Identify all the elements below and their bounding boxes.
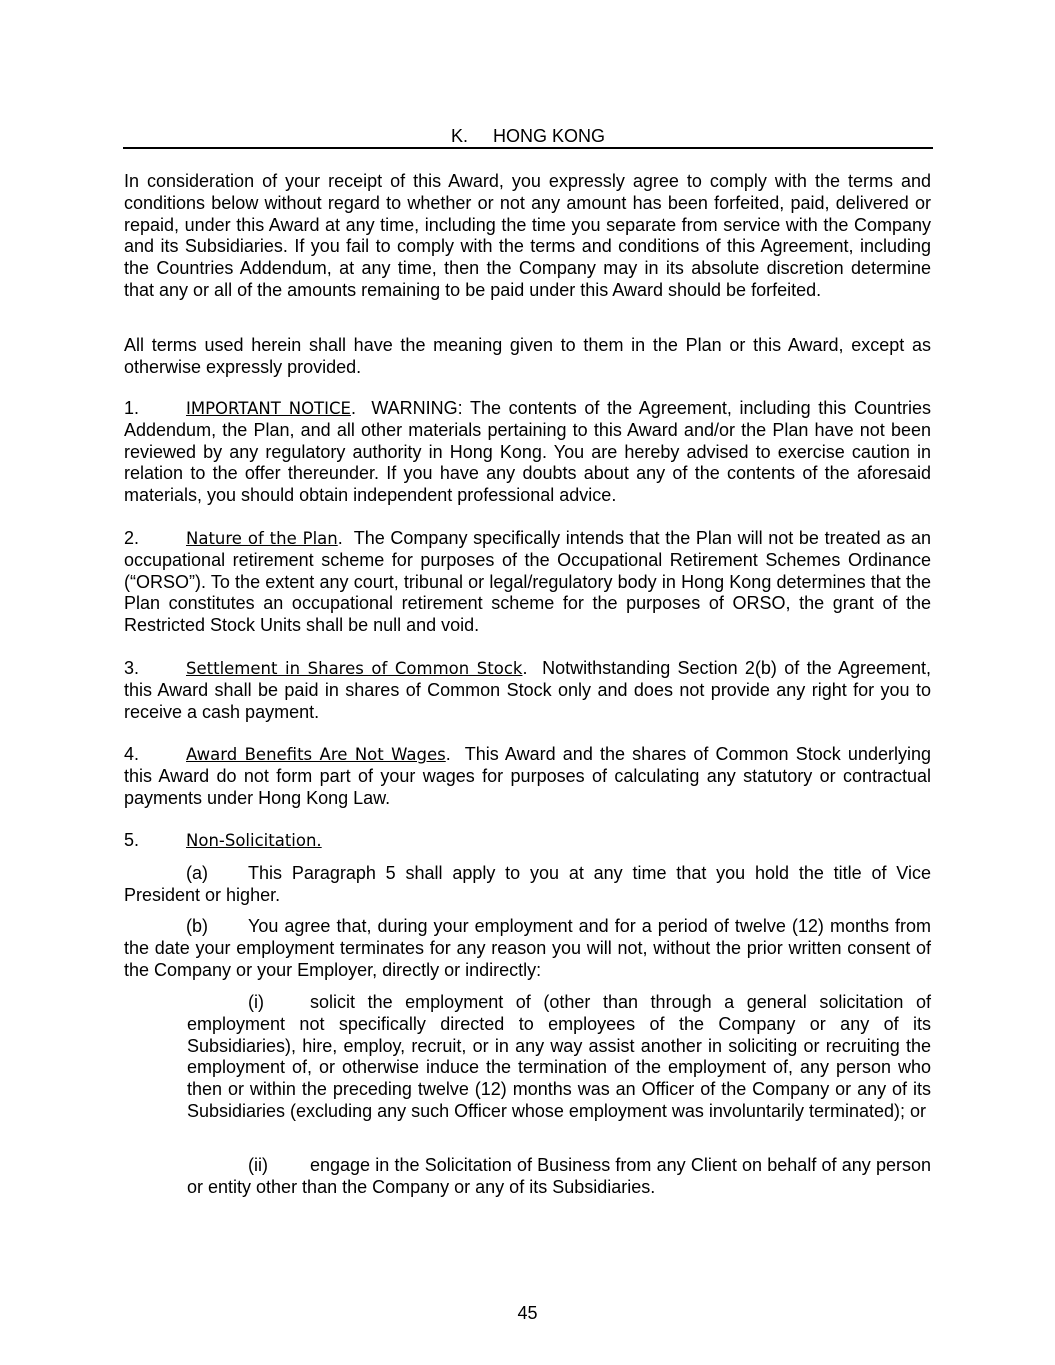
section-5-heading: Non-Solicitation.: [186, 831, 322, 850]
section-3: 3. Settlement in Shares of Common Stock. Notwithstanding Section 2(b) of the Agreement, this Award shall be paid in shares of Common Stock only and does not provide any right for you to receive a cash payment.: [124, 658, 932, 722]
section-5-b-i-label: (i): [248, 992, 264, 1012]
section-3-number: 3.: [124, 658, 140, 678]
section-4: 4. Award Benefits Are Not Wages. This Award and the shares of Common Stock underlying this Award do not form part of your wages for purposes of calculating any statutory or contractual payments under Hong Kong Law.: [124, 744, 931, 808]
section-5-a: [124, 863, 931, 907]
section-heading: [123, 125, 933, 147]
section-1-heading: IMPORTANT NOTICE: [186, 399, 351, 418]
section-5-a-label: (a): [186, 863, 208, 883]
section-1: 1. IMPORTANT NOTICE. WARNING: The contents of the Agreement, including this Countries Addendum, the Plan, and all other materials pertaining to this Award and/or the Plan have not been reviewed by any regulatory authority in Hong Kong. You are hereby advised to exercise caution in relation to the offer thereunder. If you have any doubts about any of the contents of the aforesaid materials, you should obtain independent professional advice.: [124, 398, 931, 506]
section-5-b: [124, 916, 931, 981]
section-5-a-text: This Paragraph 5 shall apply to you at any time that you hold the title of Vice President or higher.: [124, 863, 931, 905]
section-5-number: 5.: [124, 830, 140, 850]
section-4-number: 4.: [124, 744, 140, 764]
intro-paragraph: In consideration of your receipt of this Award, you expressly agree to comply with the terms and conditions below without regard to whether or not any amount has been forfeited, paid, delivered or repaid, under this Award at any time, including the time you separate from service with the Company and its Subsidiaries. If you fail to comply with the terms and conditions of this Agreement, including the Countries Addendum, at any time, then the Company may in its absolute discretion determine that any or all of the amounts remaining to be paid under this Award should be forfeited.: [124, 171, 931, 300]
section-2-number: 2.: [124, 528, 140, 548]
heading-rule: [123, 147, 933, 149]
section-2-body: The Company specifically intends that the Plan will not be treated as an occupational retirement scheme for purposes of the Occupational Retirement Schemes Ordinance (“ORSO”). To the extent any court, tribunal or legal/regulatory body in Hong Kong determines that the Plan constitutes an occupational retirement scheme for the purposes of ORSO, the grant of the Restricted Stock Units shall be null and void.: [124, 528, 931, 636]
section-5-b-ii-text: engage in the Solicitation of Business from any Client on behalf of any person or entity other than the Company or any of its Subsidiaries.: [187, 1155, 931, 1197]
section-5-b-ii: [187, 1155, 931, 1199]
definitions-paragraph: All terms used herein shall have the meaning given to them in the Plan or this Award, except as otherwise expressly provided.: [124, 335, 931, 377]
section-3-heading: Settlement in Shares of Common Stock: [186, 659, 523, 678]
section-2: 2. Nature of the Plan. The Company specifically intends that the Plan will not be treated as an occupational retirement scheme for purposes of the Occupational Retirement Schemes Ordinance (“ORSO”). To the extent any court, tribunal or legal/regulatory body in Hong Kong determines that the Plan constitutes an occupational retirement scheme for the purposes of ORSO, the grant of the Restricted Stock Units shall be null and void.: [124, 528, 931, 636]
page-number: 45: [517, 1303, 538, 1323]
section-5-b-label: (b): [186, 916, 208, 936]
section-1-body: WARNING: The contents of the Agreement, including this Countries Addendum, the Plan, and all other materials pertaining to this Award and/or the Plan have not been reviewed by any regulatory authority in Hong Kong. You are hereby advised to exercise caution in relation to the offer thereunder. If you have any doubts about any of the contents of the aforesaid materials, you should obtain independent professional advice.: [124, 398, 931, 506]
section-3-body: Notwithstanding Section 2(b) of the Agreement, this Award shall be paid in shares of Common Stock only and does not provide any right for you to receive a cash payment.: [124, 658, 932, 722]
section-letter: K.: [450, 126, 468, 146]
section-2-heading: Nature of the Plan: [186, 529, 338, 548]
section-5-b-text: You agree that, during your employment and for a period of twelve (12) months from the date your employment terminates for any reason you will not, without the prior written consent of the Company or your Employer, directly or indirectly:: [124, 916, 931, 980]
section-5: [124, 830, 931, 852]
section-5-b-ii-label: (ii): [248, 1155, 268, 1175]
section-5-b-i: [187, 992, 931, 1123]
section-4-body: This Award and the shares of Common Stock underlying this Award do not form part of your wages for purposes of calculating any statutory or contractual payments under Hong Kong Law.: [124, 744, 931, 808]
section-4-heading: Award Benefits Are Not Wages: [186, 745, 446, 764]
section-title: HONG KONG: [493, 126, 606, 146]
section-1-number: 1.: [124, 398, 140, 418]
section-5-b-i-text: solicit the employment of (other than through a general solicitation of employment not specifically directed to employees of the Company or any of its Subsidiaries), hire, employ, recruit, or in any way assist another in soliciting or recruiting the employment of, or otherwise induce the termination of the employment of, any person who then or within the preceding twelve (12) months was an Officer of the Company or any of its Subsidiaries (excluding any such Officer whose employment was involuntarily terminated); or: [187, 992, 931, 1121]
